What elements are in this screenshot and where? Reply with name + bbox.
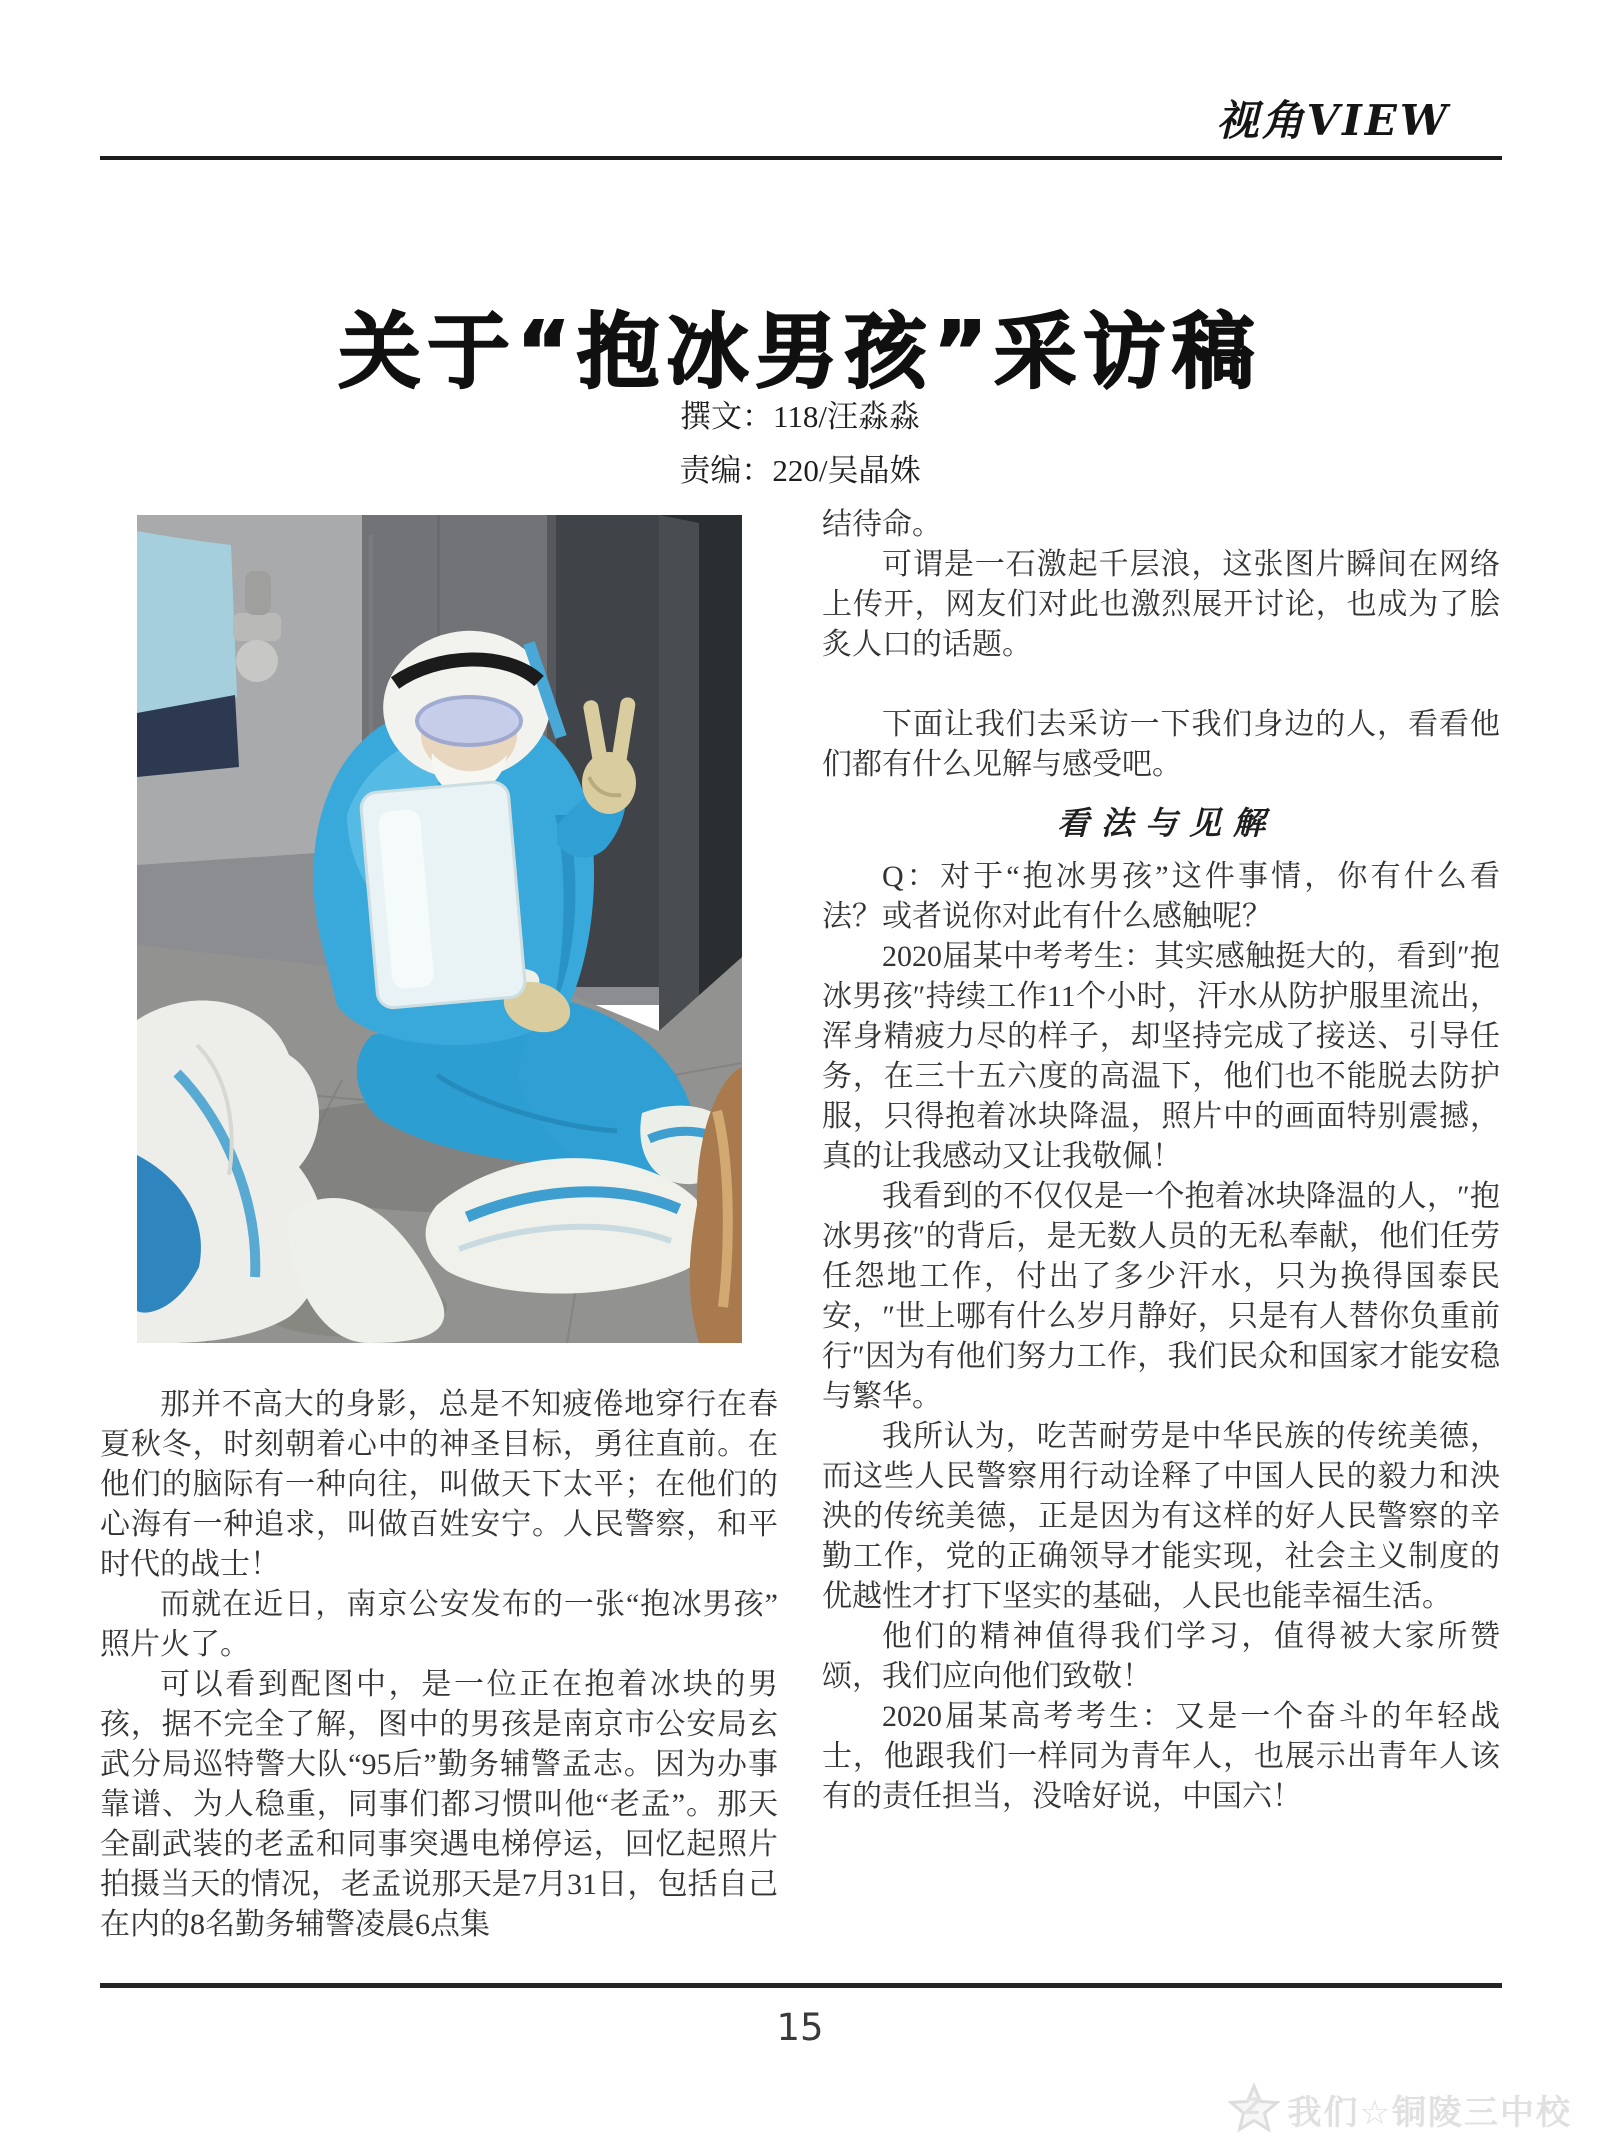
article-body <box>100 505 1500 1945</box>
paragraph: 结待命。 <box>822 508 942 541</box>
section-label: 视角VIEW <box>1216 96 1450 145</box>
watermark-text: 我们☆铜陵三中校 <box>1287 2092 1572 2133</box>
paragraph: 下面让我们去采访一下我们身边的人，看看他们都有什么见解与感受吧。 <box>822 708 1500 781</box>
watermark-star-icon <box>1228 2083 1280 2135</box>
paragraph: 我看到的不仅仅是一个抱着冰块降温的人，″抱冰男孩″的背后，是无数人员的无私奉献，他们任劳任怨地工作，付出了多少汗水，只为换得国泰民安，″世上哪有什么岁月静好，只是有人替你负重前行″因为有他们努力工作，我们民众和国家才能安稳与繁华。 <box>822 1180 1500 1413</box>
article-photo <box>137 515 742 1343</box>
right-column <box>822 505 1500 1945</box>
ice-block <box>359 781 525 1009</box>
paragraph: 2020届某中考考生：其实感触挺大的，看到″抱冰男孩″持续工作11个小时，汗水从防护服里流出，浑身精疲力尽的样子，却坚持完成了接送、引导任务，在三十五六度的高温下，他们也不能脱去防护服，只得抱着冰块降温，照片中的画面特别震撼，真的让我感动又让我敬佩！ <box>822 940 1500 1173</box>
page-header <box>100 0 1502 160</box>
ice-boy-photo-illustration <box>137 515 742 1343</box>
paragraph: 而就在近日，南京公安发布的一张“抱冰男孩” 照片火了。 <box>100 1588 778 1661</box>
article-title: 关于“抱冰男孩”采访稿 <box>338 304 1262 400</box>
paragraph: Q：对于“抱冰男孩”这件事情，你有什么看法？或者说你对此有什么感触呢？ <box>822 860 1500 933</box>
footer-rule <box>100 1983 1502 1988</box>
watermark-star-letter: Z <box>1244 2095 1263 2120</box>
byline-editor: 责编：220/吴晶姝 <box>679 453 921 488</box>
paragraph: 他们的精神值得我们学习，值得被大家所赞颂，我们应向他们致敬！ <box>822 1620 1500 1693</box>
paragraph: 可谓是一石激起千层浪，这张图片瞬间在网络上传开，网友们对此也激烈展开讨论，也成为了脍炙人口的话题。 <box>822 548 1500 661</box>
watermark <box>1228 2083 1572 2135</box>
left-column <box>100 505 778 1945</box>
paragraph: 那并不高大的身影，总是不知疲倦地穿行在春夏秋冬，时刻朝着心中的神圣目标，勇往直前。在他们的脑际有一种向往，叫做天下太平；在他们的心海有一种追求，叫做百姓安宁。人民警察，和平时代的战士！ <box>100 1388 778 1581</box>
section-heading: 看法与见解 <box>1056 804 1277 842</box>
byline-block <box>0 390 1600 498</box>
paragraph: 我所认为，吃苦耐劳是中华民族的传统美德，而这些人民警察用行动诠释了中国人民的毅力和泱泱的传统美德，正是因为有这样的好人民警察的辛勤工作，党的正确领导才能实现，社会主义制度的优越性才打下坚实的基础，人民也能幸福生活。 <box>822 1420 1500 1613</box>
page-number: 15 <box>776 2006 824 2049</box>
paragraph: 2020届某高考考生：又是一个奋斗的年轻战士，他跟我们一样同为青年人，也展示出青年人该有的责任担当，没啥好说，中国六！ <box>822 1700 1500 1813</box>
byline-author: 撰文：118/汪淼淼 <box>680 399 920 434</box>
paragraph: 可以看到配图中，是一位正在抱着冰块的男孩，据不完全了解，图中的男孩是南京市公安局玄武分局巡特警大队“95后”勤务辅警孟志。因为办事靠谱、为人稳重，同事们都习惯叫他“老孟”。那天全副武装的老孟和同事突遇电梯停运，回忆起照片拍摄当天的情况，老孟说那天是7月31日，包括自己在内的8名勤务辅警凌晨6点集 <box>100 1668 778 1941</box>
